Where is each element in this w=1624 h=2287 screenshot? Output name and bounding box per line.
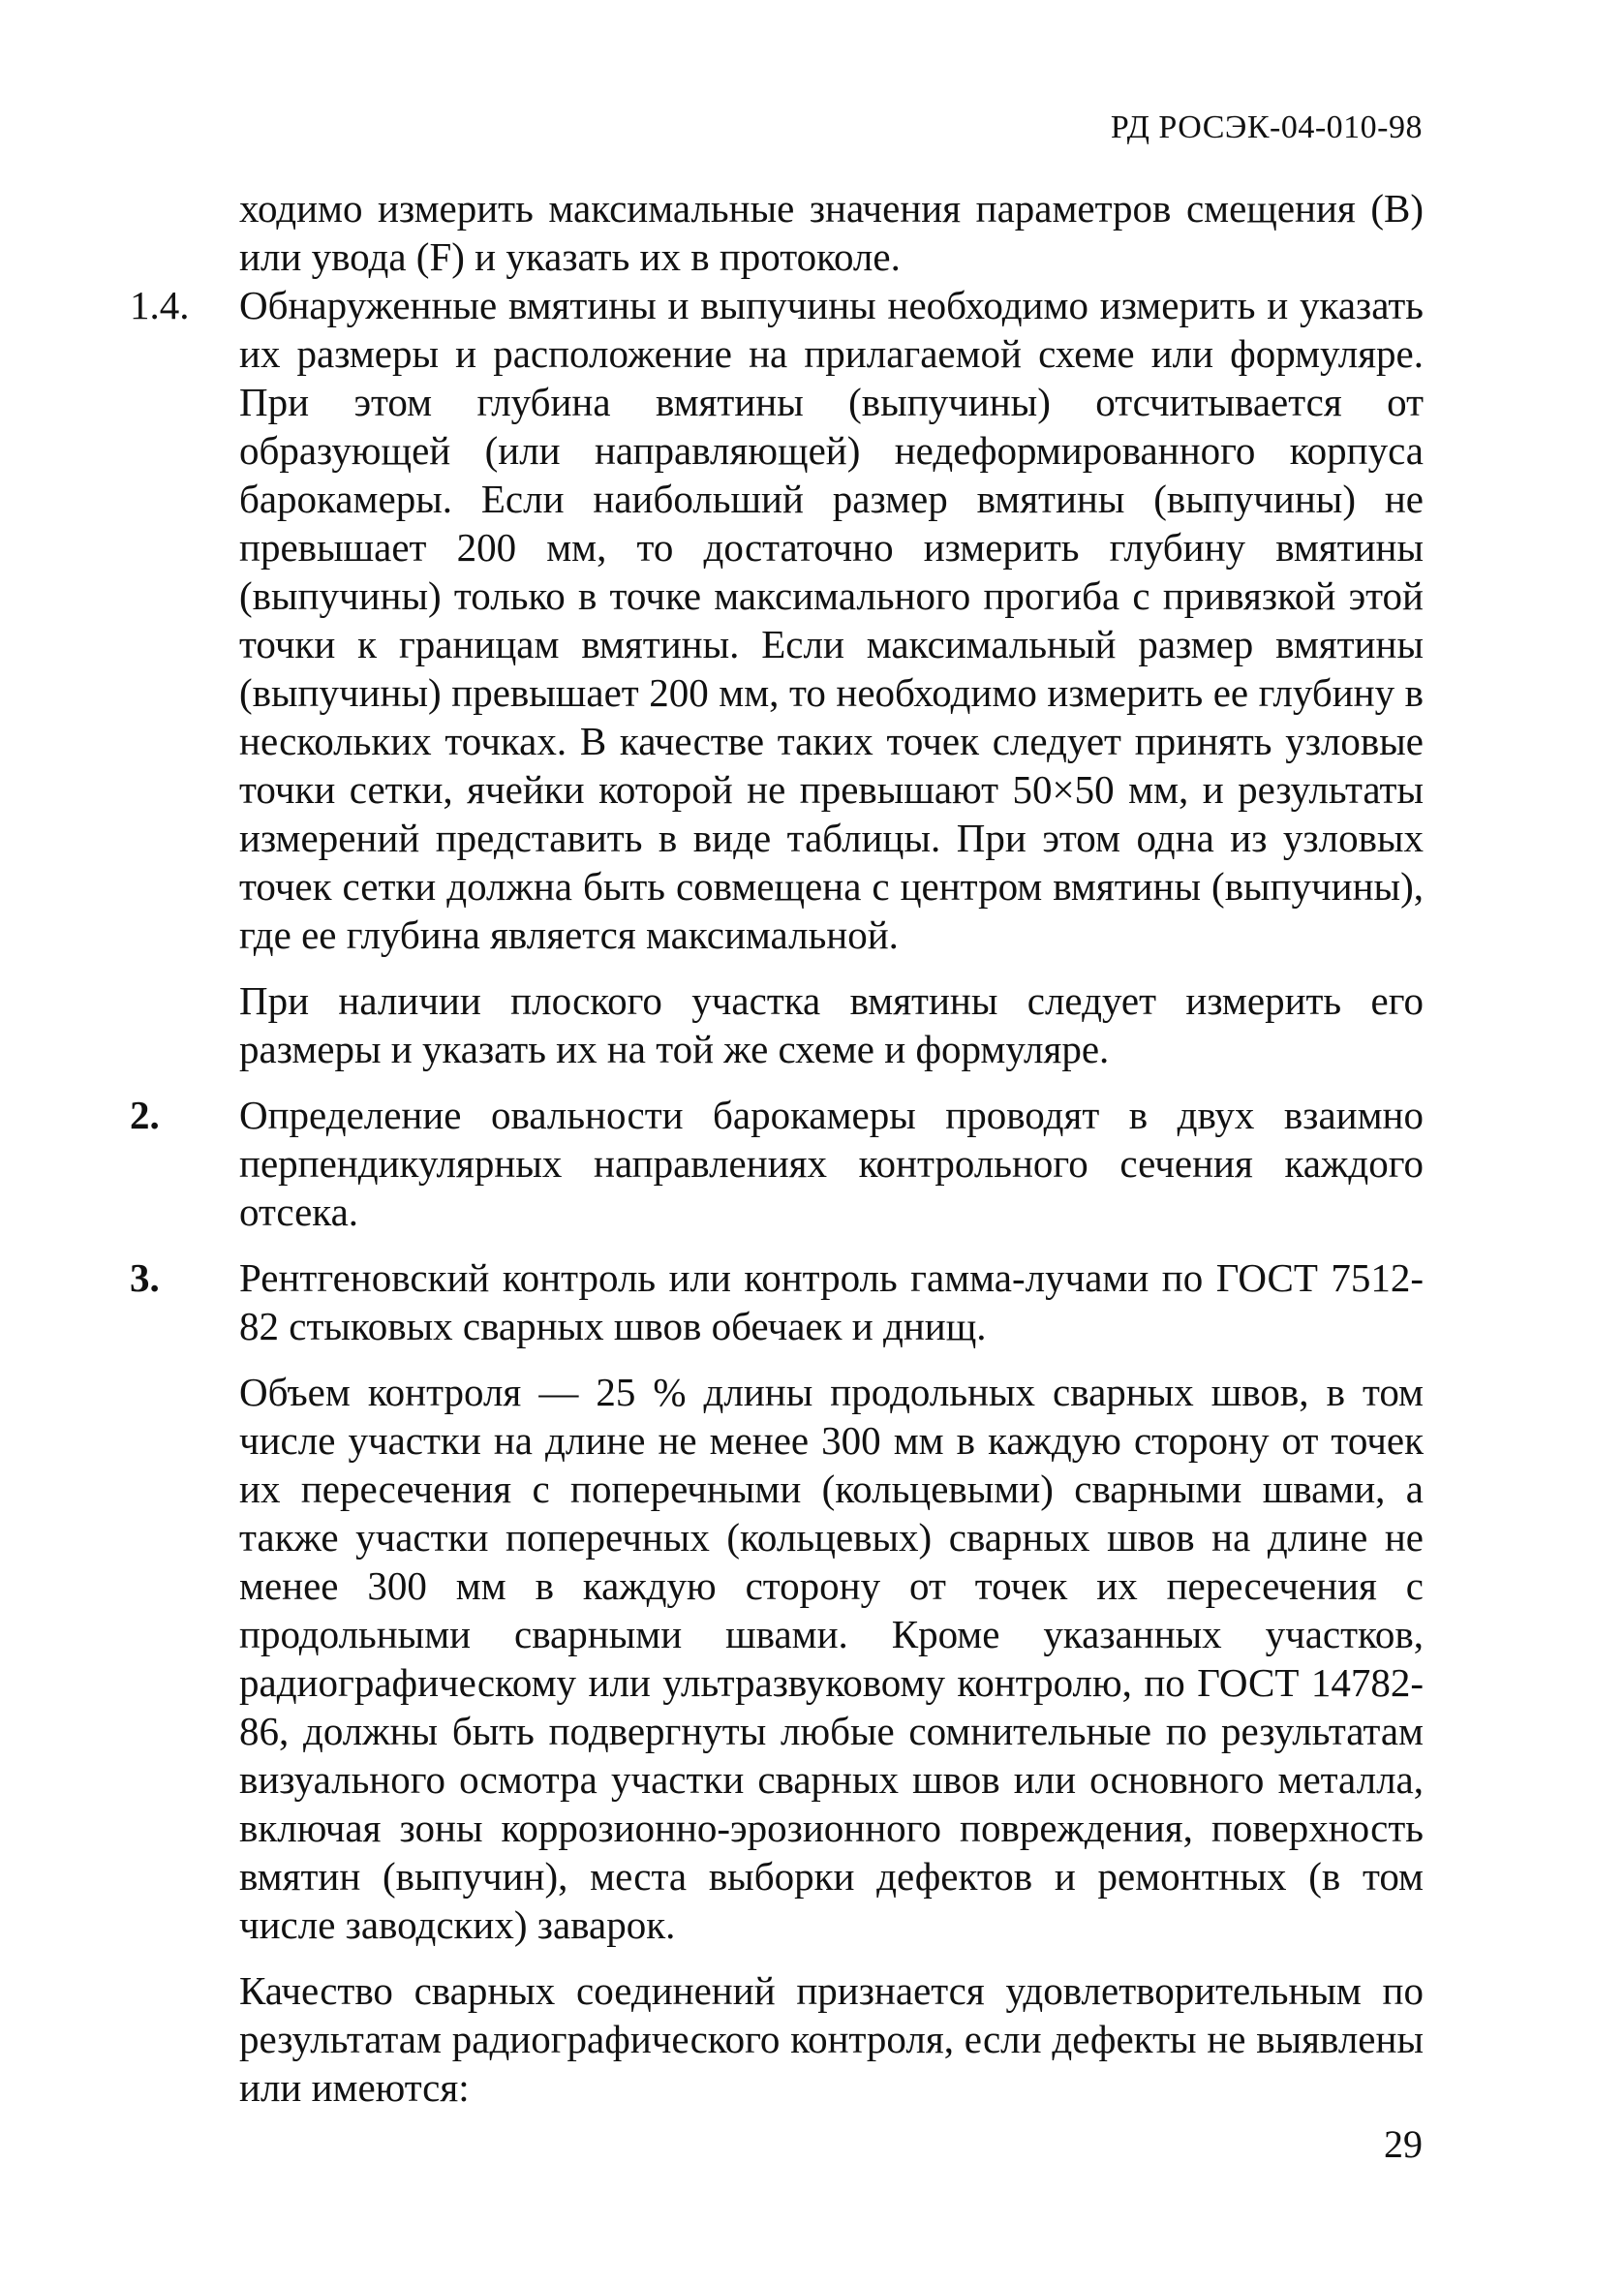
section-text: Рентгеновский контроль или контроль гамма-лучами по ГОСТ 7512-82 стыковых сварных швов обечаек и днищ. bbox=[239, 1255, 1424, 1348]
section-1-4 bbox=[130, 281, 1424, 959]
section-text: Определение овальности барокамеры проводят в двух взаимно перпендикулярных направлениях контрольного сечения каждого отсека. bbox=[239, 1093, 1424, 1234]
document-code: РД РОСЭК-04-010-98 bbox=[1110, 109, 1423, 145]
section-3 bbox=[130, 1253, 1424, 1350]
section-text: Обнаруженные вмятины и выпучины необходимо измерить и указать их размеры и расположение на прилагаемой схеме или формуляре. При этом глубина вмятины (выпучины) отсчитывается от образующей (или направляющей) недеформированного корпуса барокамеры. Если наибольший размер вмятины (выпучины) не превышает 200 мм, то достаточно измерить глубину вмятины (выпучины) только в точке максимального прогиба с привязкой этой точки к границам вмятины. Если максимальный размер вмятины (выпучины) превышает 200 мм, то необходимо измерить ее глубину в нескольких точках. В качестве таких точек следует принять узловые точки сетки, ячейки которой не превышают 50×50 мм, и результаты измерений представить в виде таблицы. При этом одна из узловых точек сетки должна быть совмещена с центром вмятины (выпучины), где ее глубина является максимальной. bbox=[239, 283, 1424, 957]
document-body bbox=[0, 184, 1624, 2112]
page-number: 29 bbox=[1384, 2122, 1423, 2166]
paragraph-text: При наличии плоского участка вмятины следует измерить его размеры и указать их на той же схеме и формуляре. bbox=[239, 978, 1424, 1071]
paragraph-control-scope bbox=[239, 1368, 1424, 1949]
paragraph-text: ходимо измерить максимальные значения параметров смещения (В) или увода (F) и указать их в протоколе. bbox=[239, 186, 1424, 279]
section-number: 1.4. bbox=[130, 283, 190, 327]
paragraph-flat-area bbox=[239, 976, 1424, 1073]
section-number: 2. bbox=[130, 1093, 160, 1137]
paragraph-text: Качество сварных соединений признается удовлетворительным по результатам радиографического контроля, если дефекты не выявлены или имеются: bbox=[239, 1968, 1424, 2110]
paragraph-continuation bbox=[239, 184, 1424, 281]
section-2 bbox=[130, 1091, 1424, 1236]
paragraph-weld-quality bbox=[239, 1966, 1424, 2112]
paragraph-text: Объем контроля — 25 % длины продольных сварных швов, в том числе участки на длине не менее 300 мм в каждую сторону от точек их пересечения с поперечными (кольцевыми) сварными швами, а также участки поперечных (кольцевых) сварных швов на длине не менее 300 мм в каждую сторону от точек их пересечения с продольными сварными швами. Кроме указанных участков, радиографическому или ультразвуковому контролю, по ГОСТ 14782-86, должны быть подвергнуты любые сомнительные по результатам визуального осмотра участки сварных швов или основного металла, включая зоны коррозионно-эрозионного повреждения, поверхность вмятин (выпучин), места выборки дефектов и ремонтных (в том числе заводских) заварок. bbox=[239, 1370, 1424, 1947]
section-number: 3. bbox=[130, 1255, 160, 1300]
